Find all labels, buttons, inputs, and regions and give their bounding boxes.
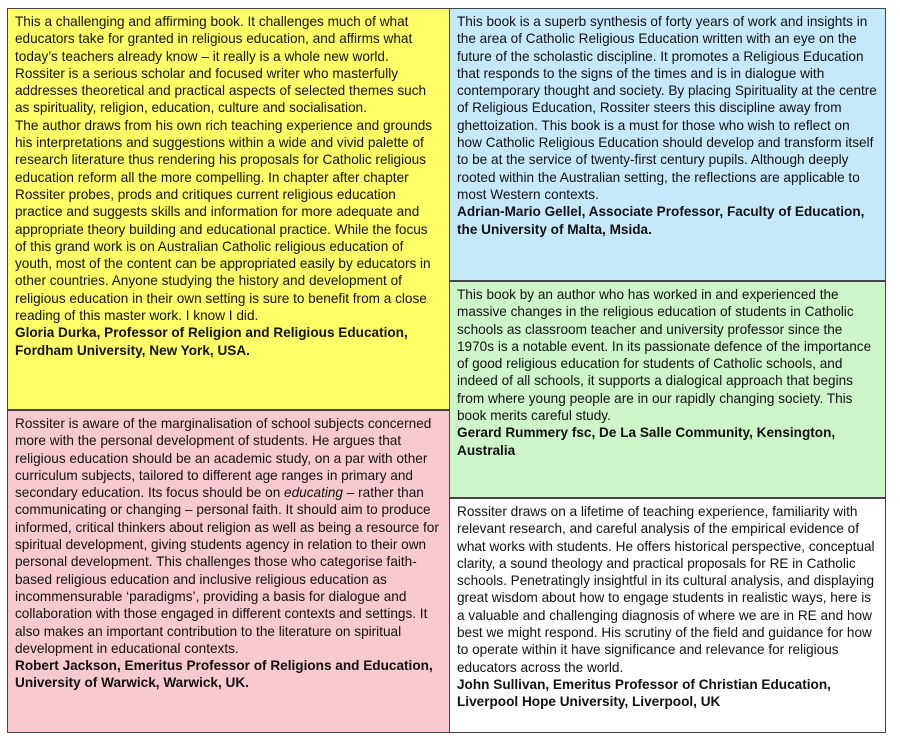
review-paragraph: This a challenging and affirming book. It challenges much of what educators take for granted in religious education, and affirms what today’s teachers already know – it really is a whole new world. Rossiter is a serious scholar and focused writer who masterfully addresses theoretical and practical aspects of selected themes such as spirituality, religion, education, culture and socialisation. xyxy=(15,14,427,116)
review-text-emphasis: educating xyxy=(284,485,343,501)
review-text: This book is a superb synthesis of forty years of work and insights in the area of Catholic Religious Education written with an eye on the future of the scholastic discipline. It promotes a Religious Education that responds to the signs of the times and is in dialogue with contemporary thought and society. By placing Spirituality at the centre of Religious Education, Rossiter steers this discipline away from ghettoization. This book is a must for those who wish to reflect on how Catholic Religious Education should develop and transform itself to be at the service of twenty-first century pupils. Although deeply rooted within the Australian setting, the reflections are applicable to most Western contexts. xyxy=(457,14,877,202)
review-jackson xyxy=(7,410,450,733)
review-attribution: Gloria Durka, Professor of Religion and Religious Education, Fordham University, New York, USA. xyxy=(15,325,408,358)
review-durka xyxy=(7,8,450,410)
review-rummery xyxy=(449,281,886,498)
review-text-part: Rossiter is aware of the marginalisation of school subjects concerned more with the personal development of students. He argues that religious education should be an academic study, on a par with other curriculum subjects, tailored to different age ranges in primary and secondary education. Its focus should be on xyxy=(15,416,432,501)
review-attribution: Adrian-Mario Gellel, Associate Professor, Faculty of Education, the University of Malta, Msida. xyxy=(457,204,865,237)
review-attribution: John Sullivan, Emeritus Professor of Christian Education, Liverpool Hope University, Liverpool, UK xyxy=(457,676,831,710)
review-attribution: Robert Jackson, Emeritus Professor of Religions and Education, University of Warwick, Warwick, UK. xyxy=(15,658,433,691)
review-text-part: – rather than communicating or changing – personal faith. It should aim to produce informed, critical thinkers about religion as well as being a resource for spiritual development, giving students agency in relation to their own personal development. This challenges those who categorise faith-based religious education and inclusive religious education as incommensurable ‘paradigms’, providing a basis for dialogue and collaboration with those engaged in different contexts and settings. It also makes an important contribution to the literature on spiritual development in educational contexts. xyxy=(15,485,439,656)
review-attribution: Gerard Rummery fsc, De La Salle Community, Kensington, Australia xyxy=(457,425,836,458)
review-text xyxy=(15,415,442,657)
review-gellel xyxy=(449,8,886,281)
review-paragraph: The author draws from his own rich teaching experience and grounds his interpretations and suggestions within a wide and vivid palette of research literature thus rendering his proposals for Catholic religious education reform all the more compelling. In chapter after chapter Rossiter probes, prods and critiques current religious education practice and suggests skills and information for more adequate and appropriate theory building and educational practice. While the focus of this grand work is on Australian Catholic religious education of youth, most of the content can be appropriated easily by educators in other countries. Anyone studying the history and development of religious education in their own setting is sure to benefit from a close reading of this master work. I know I did. xyxy=(15,117,433,324)
review-text: This book by an author who has worked in and experienced the massive changes in the religious education of students in Catholic schools as classroom teacher and university professor since the 1970s is a notable event. In its passionate defence of the importance of good religious education for students of Catholic schools, and indeed of all schools, it supports a dialogical approach that begins from where young people are in our rapidly changing society. This book merits careful study. xyxy=(457,287,872,424)
review-sullivan xyxy=(449,498,886,733)
review-text: Rossiter draws on a lifetime of teaching experience, familiarity with relevant research, and careful analysis of the empirical evidence of what works with students. He offers historical perspective, conceptual clarity, a sound theology and practical proposals for RE in Catholic schools. Penetratingly insightful in its cultural analysis, and displaying great wisdom about how to engage students in realistic ways, here is a valuable and challenging diagnosis of where we are in RE and how best we might respond. His scrutiny of the field and guidance for how to operate within it have significance and relevance for religious educators across the world. xyxy=(457,504,875,675)
